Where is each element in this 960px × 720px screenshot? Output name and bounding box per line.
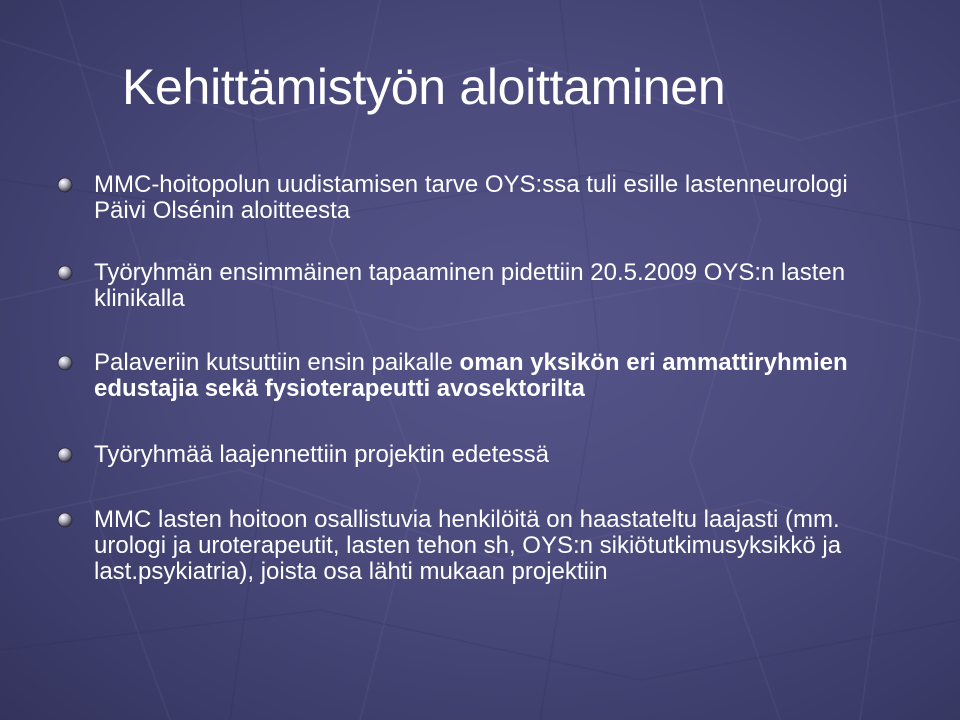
sphere-bullet-icon xyxy=(57,355,73,371)
sphere-bullet-icon xyxy=(57,512,73,528)
bullet-text: MMC-hoitopolun uudistamisen tarve OYS:ssa tuli esille lastenneurologi Päivi Olsénin aloitteesta xyxy=(94,171,848,224)
bullet-item xyxy=(94,350,874,402)
sphere-bullet-icon xyxy=(57,447,73,463)
bullet-text: Työryhmän ensimmäinen tapaaminen pidettiin 20.5.2009 OYS:n lasten klinikalla xyxy=(94,259,846,312)
sphere-bullet-icon xyxy=(57,265,73,281)
sphere-bullet-icon xyxy=(57,177,73,193)
bullet-item xyxy=(94,172,874,224)
slide-title: Kehittämistyön aloittaminen xyxy=(122,59,726,115)
bullet-text: Työryhmää laajennettiin projektin edetessä xyxy=(94,441,549,468)
bullet-text: MMC lasten hoitoon osallistuvia henkilöitä on haastateltu laajasti (mm. urologi ja uroterapeutit, lasten tehon sh, OYS:n sikiötutkimusyksikkö ja last.psykiatria), joista osa lähti mukaan projektiin xyxy=(94,506,842,585)
bullet-item xyxy=(94,260,874,312)
bullet-text-bold: oman yksikön eri ammattiryhmien edustajia sekä fysioterapeutti avosektorilta xyxy=(94,349,848,402)
bullet-item xyxy=(94,507,874,585)
bullet-item xyxy=(94,442,874,468)
bullet-text-plain: Palaveriin kutsuttiin ensin paikalle xyxy=(94,349,460,376)
bullet-text xyxy=(94,349,848,402)
